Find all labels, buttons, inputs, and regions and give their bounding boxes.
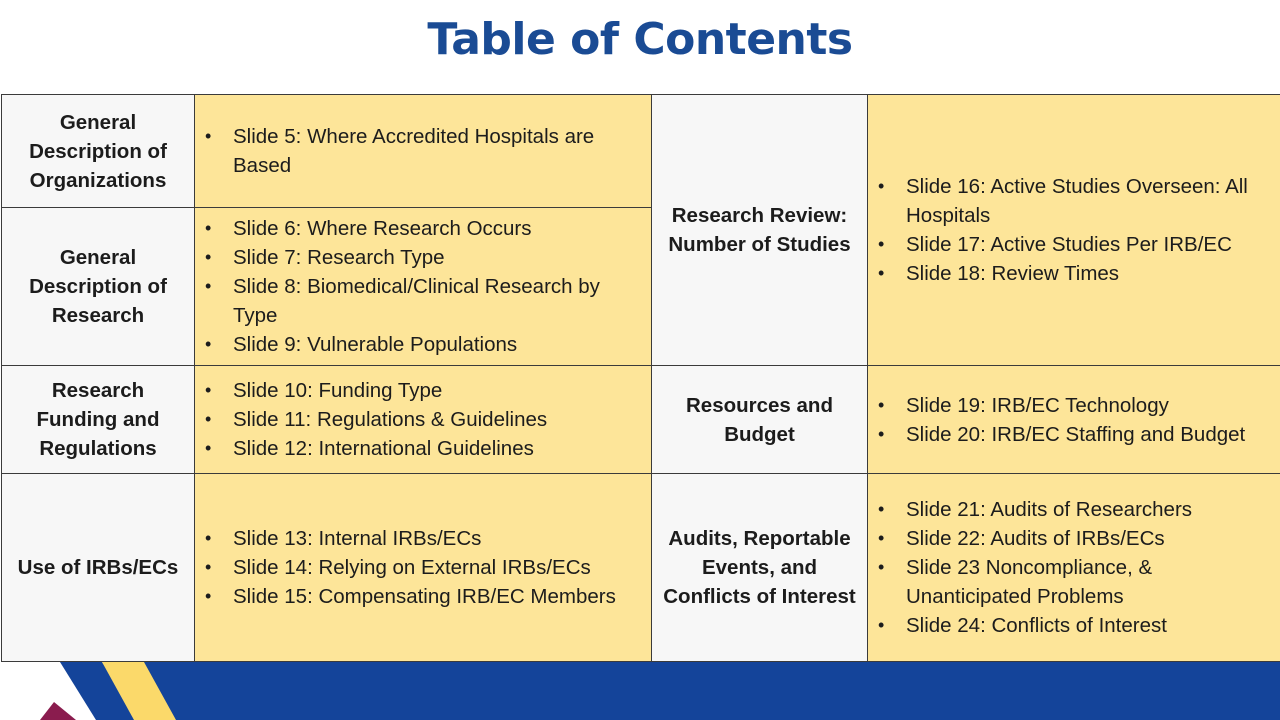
section-heading: Audits, Reportable Events, and Conflicts of Interest bbox=[652, 474, 868, 662]
list-item[interactable]: • Slide 24: Conflicts of Interest bbox=[876, 611, 1275, 640]
list-item[interactable]: • Slide 18: Review Times bbox=[876, 259, 1275, 288]
section-heading: Resources and Budget bbox=[652, 366, 868, 474]
list-item[interactable]: • Slide 11: Regulations & Guidelines bbox=[203, 405, 645, 434]
list-item[interactable]: • Slide 19: IRB/EC Technology bbox=[876, 391, 1275, 420]
section-slide-list bbox=[195, 95, 652, 208]
section-heading: Research Funding and Regulations bbox=[2, 366, 195, 474]
section-slide-list bbox=[868, 95, 1280, 366]
section-heading: General Description of Organizations bbox=[2, 95, 195, 208]
list-item[interactable]: • Slide 7: Research Type bbox=[203, 243, 645, 272]
list-item[interactable]: • Slide 21: Audits of Researchers bbox=[876, 495, 1275, 524]
list-item[interactable]: • Slide 23 Noncompliance, & Unanticipated Problems bbox=[876, 553, 1275, 611]
list-item[interactable]: • Slide 16: Active Studies Overseen: All Hospitals bbox=[876, 172, 1275, 230]
list-item[interactable]: • Slide 22: Audits of IRBs/ECs bbox=[876, 524, 1275, 553]
toc-table bbox=[1, 94, 1280, 662]
section-heading: Research Review: Number of Studies bbox=[652, 95, 868, 366]
list-item[interactable]: • Slide 10: Funding Type bbox=[203, 376, 645, 405]
list-item[interactable]: • Slide 6: Where Research Occurs bbox=[203, 214, 645, 243]
list-item[interactable]: • Slide 9: Vulnerable Populations bbox=[203, 330, 645, 359]
section-heading: Use of IRBs/ECs bbox=[2, 474, 195, 662]
section-slide-list bbox=[868, 366, 1280, 474]
section-heading: General Description of Research bbox=[2, 208, 195, 366]
footer-brand-band bbox=[0, 662, 1280, 720]
section-slide-list bbox=[195, 474, 652, 662]
section-slide-list bbox=[195, 366, 652, 474]
section-slide-list bbox=[195, 208, 652, 366]
list-item[interactable]: • Slide 14: Relying on External IRBs/ECs bbox=[203, 553, 645, 582]
list-item[interactable]: • Slide 12: International Guidelines bbox=[203, 434, 645, 463]
list-item[interactable]: • Slide 17: Active Studies Per IRB/EC bbox=[876, 230, 1275, 259]
list-item[interactable]: • Slide 5: Where Accredited Hospitals are Based bbox=[203, 122, 645, 180]
page-title: Table of Contents bbox=[427, 14, 853, 65]
list-item[interactable]: • Slide 15: Compensating IRB/EC Members bbox=[203, 582, 645, 611]
list-item[interactable]: • Slide 20: IRB/EC Staffing and Budget bbox=[876, 420, 1275, 449]
section-slide-list bbox=[868, 474, 1280, 662]
list-item[interactable]: • Slide 8: Biomedical/Clinical Research by Type bbox=[203, 272, 645, 330]
list-item[interactable]: • Slide 13: Internal IRBs/ECs bbox=[203, 524, 645, 553]
footer-blue-band bbox=[120, 662, 1280, 720]
footer-maroon-stripe bbox=[40, 702, 76, 720]
